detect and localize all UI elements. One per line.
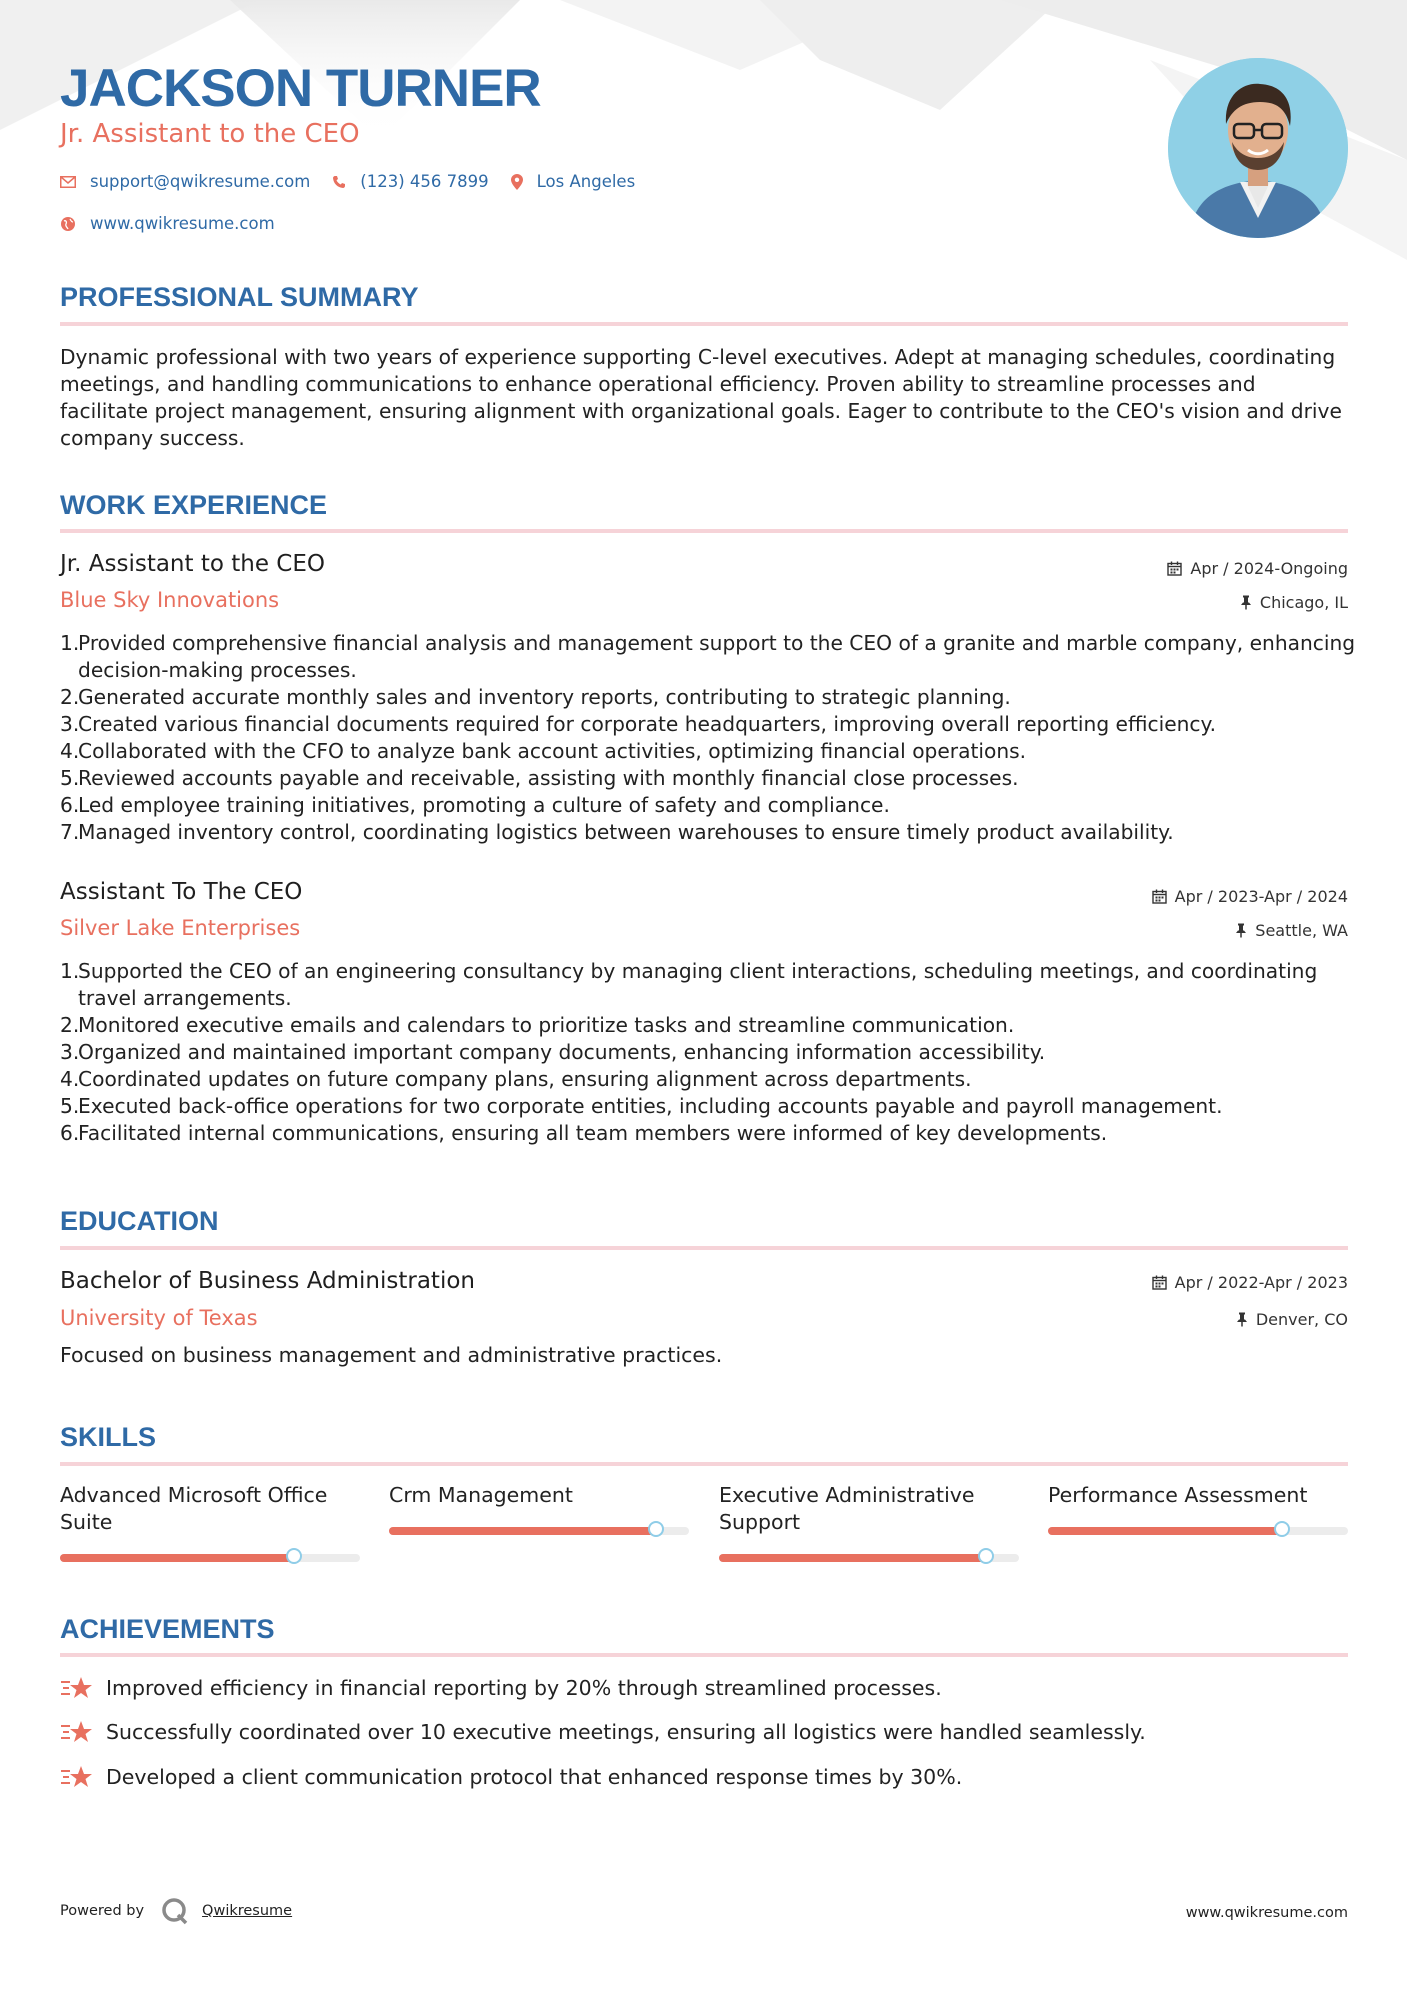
job-1-bullets <box>60 630 1366 846</box>
list-item: 5.Reviewed accounts payable and receivable, assisting with monthly financial close processes. <box>60 766 1019 790</box>
skills-divider <box>60 1462 1348 1466</box>
contact-website[interactable] <box>60 214 275 233</box>
job-2-location <box>1235 921 1348 940</box>
job-2-title: Assistant To The CEO <box>60 879 303 905</box>
contact-row-secondary <box>60 214 297 233</box>
achievement-item <box>60 1676 942 1700</box>
summary-heading: PROFESSIONAL SUMMARY <box>60 282 419 312</box>
contact-row-primary <box>60 172 657 191</box>
education-divider <box>60 1246 1348 1250</box>
list-item: 7.Managed inventory control, coordinating logistics between warehouses to ensure timely product availability. <box>60 820 1174 844</box>
skill-bar-track <box>389 1527 689 1535</box>
list-item: 2.Monitored executive emails and calendars to prioritize tasks and streamline communication. <box>60 1013 1015 1037</box>
website-text: www.qwikresume.com <box>90 214 275 233</box>
list-item: 6.Facilitated internal communications, ensuring all team members were informed of key developments. <box>60 1121 1108 1145</box>
list-item: 2.Generated accurate monthly sales and inventory reports, contributing to strategic planning. <box>60 685 1011 709</box>
job-2-date <box>1152 887 1348 906</box>
skill-bar-knob <box>1274 1521 1290 1537</box>
pushpin-icon <box>1235 923 1247 938</box>
pushpin-icon <box>1240 595 1252 610</box>
skill-label: Crm Management <box>389 1483 573 1507</box>
experience-heading: WORK EXPERIENCE <box>60 490 328 520</box>
education-location-text: Denver, CO <box>1255 1310 1348 1329</box>
list-item: 4.Collaborated with the CFO to analyze bank account activities, optimizing financial operations. <box>60 739 1027 763</box>
list-item: 1.Supported the CEO of an engineering consultancy by managing client interactions, scheduling meetings, and coordinating travel arrangements. <box>60 959 1318 1010</box>
globe-icon <box>60 216 76 232</box>
calendar-icon <box>1152 889 1167 904</box>
skill-bar-track <box>719 1554 1019 1562</box>
education-location <box>1236 1310 1348 1329</box>
profile-photo <box>1168 58 1348 238</box>
person-avatar-icon <box>1168 58 1348 238</box>
envelope-icon <box>60 176 76 188</box>
phone-icon <box>332 175 346 189</box>
contact-location <box>511 172 636 191</box>
location-text: Los Angeles <box>536 172 636 191</box>
map-pin-icon <box>511 174 523 190</box>
shooting-star-icon <box>60 1765 92 1789</box>
achievements-heading: ACHIEVEMENTS <box>60 1614 275 1644</box>
list-item: 1.Provided comprehensive financial analysis and management support to the CEO of a granite and marble company, enhancing decision-making processes. <box>60 631 1356 682</box>
list-item: 4.Coordinated updates on future company plans, ensuring alignment across departments. <box>60 1067 972 1091</box>
list-item: 3.Created various financial documents required for corporate headquarters, improving overall reporting efficiency. <box>60 712 1216 736</box>
achievement-item <box>60 1765 962 1789</box>
skill-item <box>389 1482 689 1509</box>
calendar-icon <box>1167 561 1182 576</box>
job-1-date <box>1167 559 1348 578</box>
skill-bar-knob <box>978 1548 994 1564</box>
skill-label: Performance Assessment <box>1048 1483 1308 1507</box>
skill-bar-knob <box>286 1548 302 1564</box>
job-1-location <box>1240 593 1348 612</box>
experience-divider <box>60 529 1348 533</box>
achievement-item <box>60 1720 1146 1744</box>
email-text: support@qwikresume.com <box>90 172 311 191</box>
calendar-icon <box>1152 1275 1167 1290</box>
qwikresume-link[interactable]: Qwikresume <box>202 1903 293 1919</box>
list-item: 3.Organized and maintained important company documents, enhancing information accessibility. <box>60 1040 1046 1064</box>
skill-bar-fill <box>719 1554 986 1562</box>
job-2-location-text: Seattle, WA <box>1255 921 1348 940</box>
list-item: 5.Executed back-office operations for two corporate entities, including accounts payable and payroll management. <box>60 1094 1223 1118</box>
skill-bar-fill <box>389 1527 656 1535</box>
job-1-title: Jr. Assistant to the CEO <box>60 551 325 577</box>
achievement-text: Developed a client communication protocol that enhanced response times by 30%. <box>106 1765 963 1789</box>
contact-phone[interactable] <box>332 172 488 191</box>
contact-email[interactable] <box>60 172 310 191</box>
candidate-name: JACKSON TURNER <box>60 59 541 118</box>
shooting-star-icon <box>60 1676 92 1700</box>
shooting-star-icon <box>60 1720 92 1744</box>
summary-text: Dynamic professional with two years of experience supporting C-level executives. Adept at managing schedules, coordinating meetings, and handling communications to enhance operational efficiency. Proven ability to streamline processes and facilitate project management, ensuring alignment with organizational goals. Eager to contribute to the CEO's vision and drive company success. <box>60 345 1342 450</box>
pushpin-icon <box>1236 1312 1248 1327</box>
job-2-bullets <box>60 958 1366 1147</box>
job-1-location-text: Chicago, IL <box>1259 593 1348 612</box>
qwikresume-logo-icon <box>160 1896 190 1926</box>
skill-bar-fill <box>1048 1527 1282 1535</box>
skill-item <box>1048 1482 1348 1509</box>
job-2-date-text: Apr / 2023-Apr / 2024 <box>1174 887 1348 906</box>
education-degree: Bachelor of Business Administration <box>60 1268 475 1294</box>
job-1-company: Blue Sky Innovations <box>60 588 280 612</box>
job-2-company: Silver Lake Enterprises <box>60 916 301 940</box>
skill-bar-track <box>1048 1527 1348 1535</box>
education-description: Focused on business management and administrative practices. <box>60 1343 723 1367</box>
skill-label: Executive Administrative Support <box>719 1483 975 1534</box>
phone-text: (123) 456 7899 <box>360 172 489 191</box>
candidate-title: Jr. Assistant to the CEO <box>60 119 360 149</box>
footer-website[interactable]: www.qwikresume.com <box>1185 1905 1348 1921</box>
achievements-divider <box>60 1653 1348 1657</box>
skill-bar-fill <box>60 1554 294 1562</box>
skill-label: Advanced Microsoft Office Suite <box>60 1483 328 1534</box>
achievement-text: Improved efficiency in financial reporting by 20% through streamlined processes. <box>106 1676 942 1700</box>
education-date-text: Apr / 2022-Apr / 2023 <box>1174 1273 1348 1292</box>
skill-bar-knob <box>648 1521 664 1537</box>
summary-divider <box>60 322 1348 326</box>
achievement-text: Successfully coordinated over 10 executive meetings, ensuring all logistics were handled seamlessly. <box>106 1720 1146 1744</box>
education-date <box>1152 1273 1348 1292</box>
list-item: 6.Led employee training initiatives, promoting a culture of safety and compliance. <box>60 793 890 817</box>
skill-bar-track <box>60 1554 360 1562</box>
skill-item <box>719 1482 1019 1536</box>
skill-item <box>60 1482 360 1536</box>
job-1-date-text: Apr / 2024-Ongoing <box>1190 559 1348 578</box>
education-school: University of Texas <box>60 1306 258 1330</box>
footer-powered-by <box>60 1896 292 1926</box>
education-heading: EDUCATION <box>60 1206 219 1236</box>
skills-heading: SKILLS <box>60 1422 157 1452</box>
powered-by-text: Powered by <box>60 1903 145 1919</box>
